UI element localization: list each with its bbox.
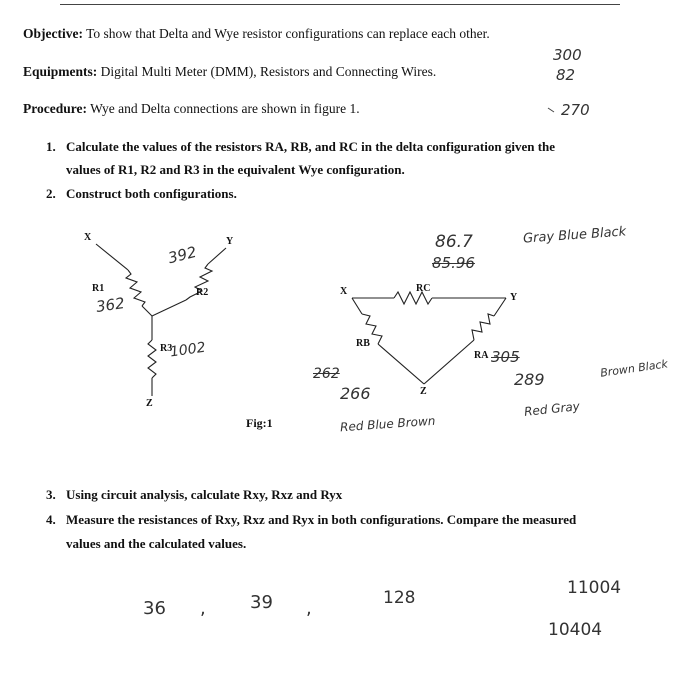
handwritten-rb-struck: 262 <box>313 366 340 382</box>
delta-wire-rb-bottom <box>378 344 424 384</box>
handwritten-measure-1: 36 <box>143 598 166 619</box>
step-text: Construct both configurations. <box>66 186 237 201</box>
delta-wire-ra-bottom <box>424 340 474 384</box>
handwritten-300: 300 <box>553 46 582 64</box>
handwritten-r1-value: 362 <box>94 294 126 316</box>
handwritten-r2-value: 392 <box>166 242 199 268</box>
delta-wire-ra-top <box>494 298 506 316</box>
objective-text: To show that Delta and Wye resistor configurations can replace each other. <box>82 26 490 41</box>
delta-node-x-label: X <box>340 286 348 297</box>
handwritten-measure-5: 10404 <box>548 620 603 640</box>
delta-resistor-ra <box>472 314 494 340</box>
handwritten-rc-value: 86.7 <box>435 232 473 252</box>
step-4-cont: values and the calculated values. <box>66 536 247 551</box>
step-text: Calculate the values of the resistors RA, RB, and RC in the delta configuration given the <box>66 139 556 154</box>
handwritten-ra-value: 289 <box>514 370 545 389</box>
wye-wire-r2-node <box>152 300 186 316</box>
wye-r1-label: R1 <box>92 283 105 294</box>
figure-caption: Fig:1 <box>246 416 273 430</box>
wye-node-z-label: Z <box>146 398 153 409</box>
handwritten-rb-value: 266 <box>340 384 371 403</box>
wye-r2-label: R2 <box>196 287 209 298</box>
handwritten-270: 270 <box>561 101 590 119</box>
delta-wire-rb-top <box>352 298 362 314</box>
delta-ra-label: RA <box>474 350 489 361</box>
step-4 <box>46 512 576 528</box>
handwritten-rc-struck: 85.96 <box>432 254 475 272</box>
delta-node-z-label: Z <box>420 386 427 397</box>
handwritten-sep-1: , <box>200 598 206 619</box>
procedure-text: Wye and Delta connections are shown in figure 1. <box>86 101 360 116</box>
handwritten-ra-struck: 305 <box>491 348 520 366</box>
step-3 <box>46 487 342 503</box>
step-text: Using circuit analysis, calculate Rxy, Rxz and Ryx <box>66 487 343 502</box>
delta-rc-label: RC <box>416 283 431 294</box>
delta-rb-label: RB <box>356 338 370 349</box>
handwritten-82: 82 <box>556 66 576 84</box>
step-text: Measure the resistances of Rxy, Rxz and Ryx in both configurations. Compare the measured <box>66 512 577 527</box>
wye-node-y-label: Y <box>226 236 234 247</box>
wye-wire-r1-node <box>142 306 152 316</box>
step-1-cont: values of R1, R2 and R3 in the equivalent Wye configuration. <box>66 162 405 177</box>
step-number: 3. <box>46 487 56 502</box>
step-number: 4. <box>46 512 56 527</box>
handwritten-ra-colors-2: Brown Black <box>599 357 669 380</box>
handwritten-measure-4: 11004 <box>567 578 622 598</box>
procedure-label: Procedure: <box>23 101 87 116</box>
equipments-label: Equipments: <box>23 64 98 79</box>
handwritten-ra-colors: Red Gray <box>523 399 581 419</box>
margin-tick <box>548 108 554 112</box>
handwritten-rc-colors: Gray Blue Black <box>522 224 627 247</box>
wye-wire-y <box>208 248 226 264</box>
objective-label: Objective: <box>23 26 83 41</box>
wye-node-x-label: X <box>84 232 92 243</box>
handwritten-sep-2: , <box>306 598 312 619</box>
equipments-text: Digital Multi Meter (DMM), Resistors and Connecting Wires. <box>97 64 437 79</box>
wye-resistor-r3 <box>148 340 156 378</box>
handwritten-rb-colors: Red Blue Brown <box>339 413 436 435</box>
delta-node-y-label: Y <box>510 292 518 303</box>
step-number: 1. <box>46 139 56 154</box>
step-number: 2. <box>46 186 56 201</box>
handwritten-measure-3: 128 <box>383 588 416 608</box>
handwritten-r3-value: 1002 <box>169 339 207 361</box>
wye-resistor-r1 <box>126 270 145 306</box>
wye-wire-x <box>96 244 128 270</box>
handwritten-measure-2: 39 <box>250 592 273 613</box>
wye-r3-label: R3 <box>160 343 173 354</box>
